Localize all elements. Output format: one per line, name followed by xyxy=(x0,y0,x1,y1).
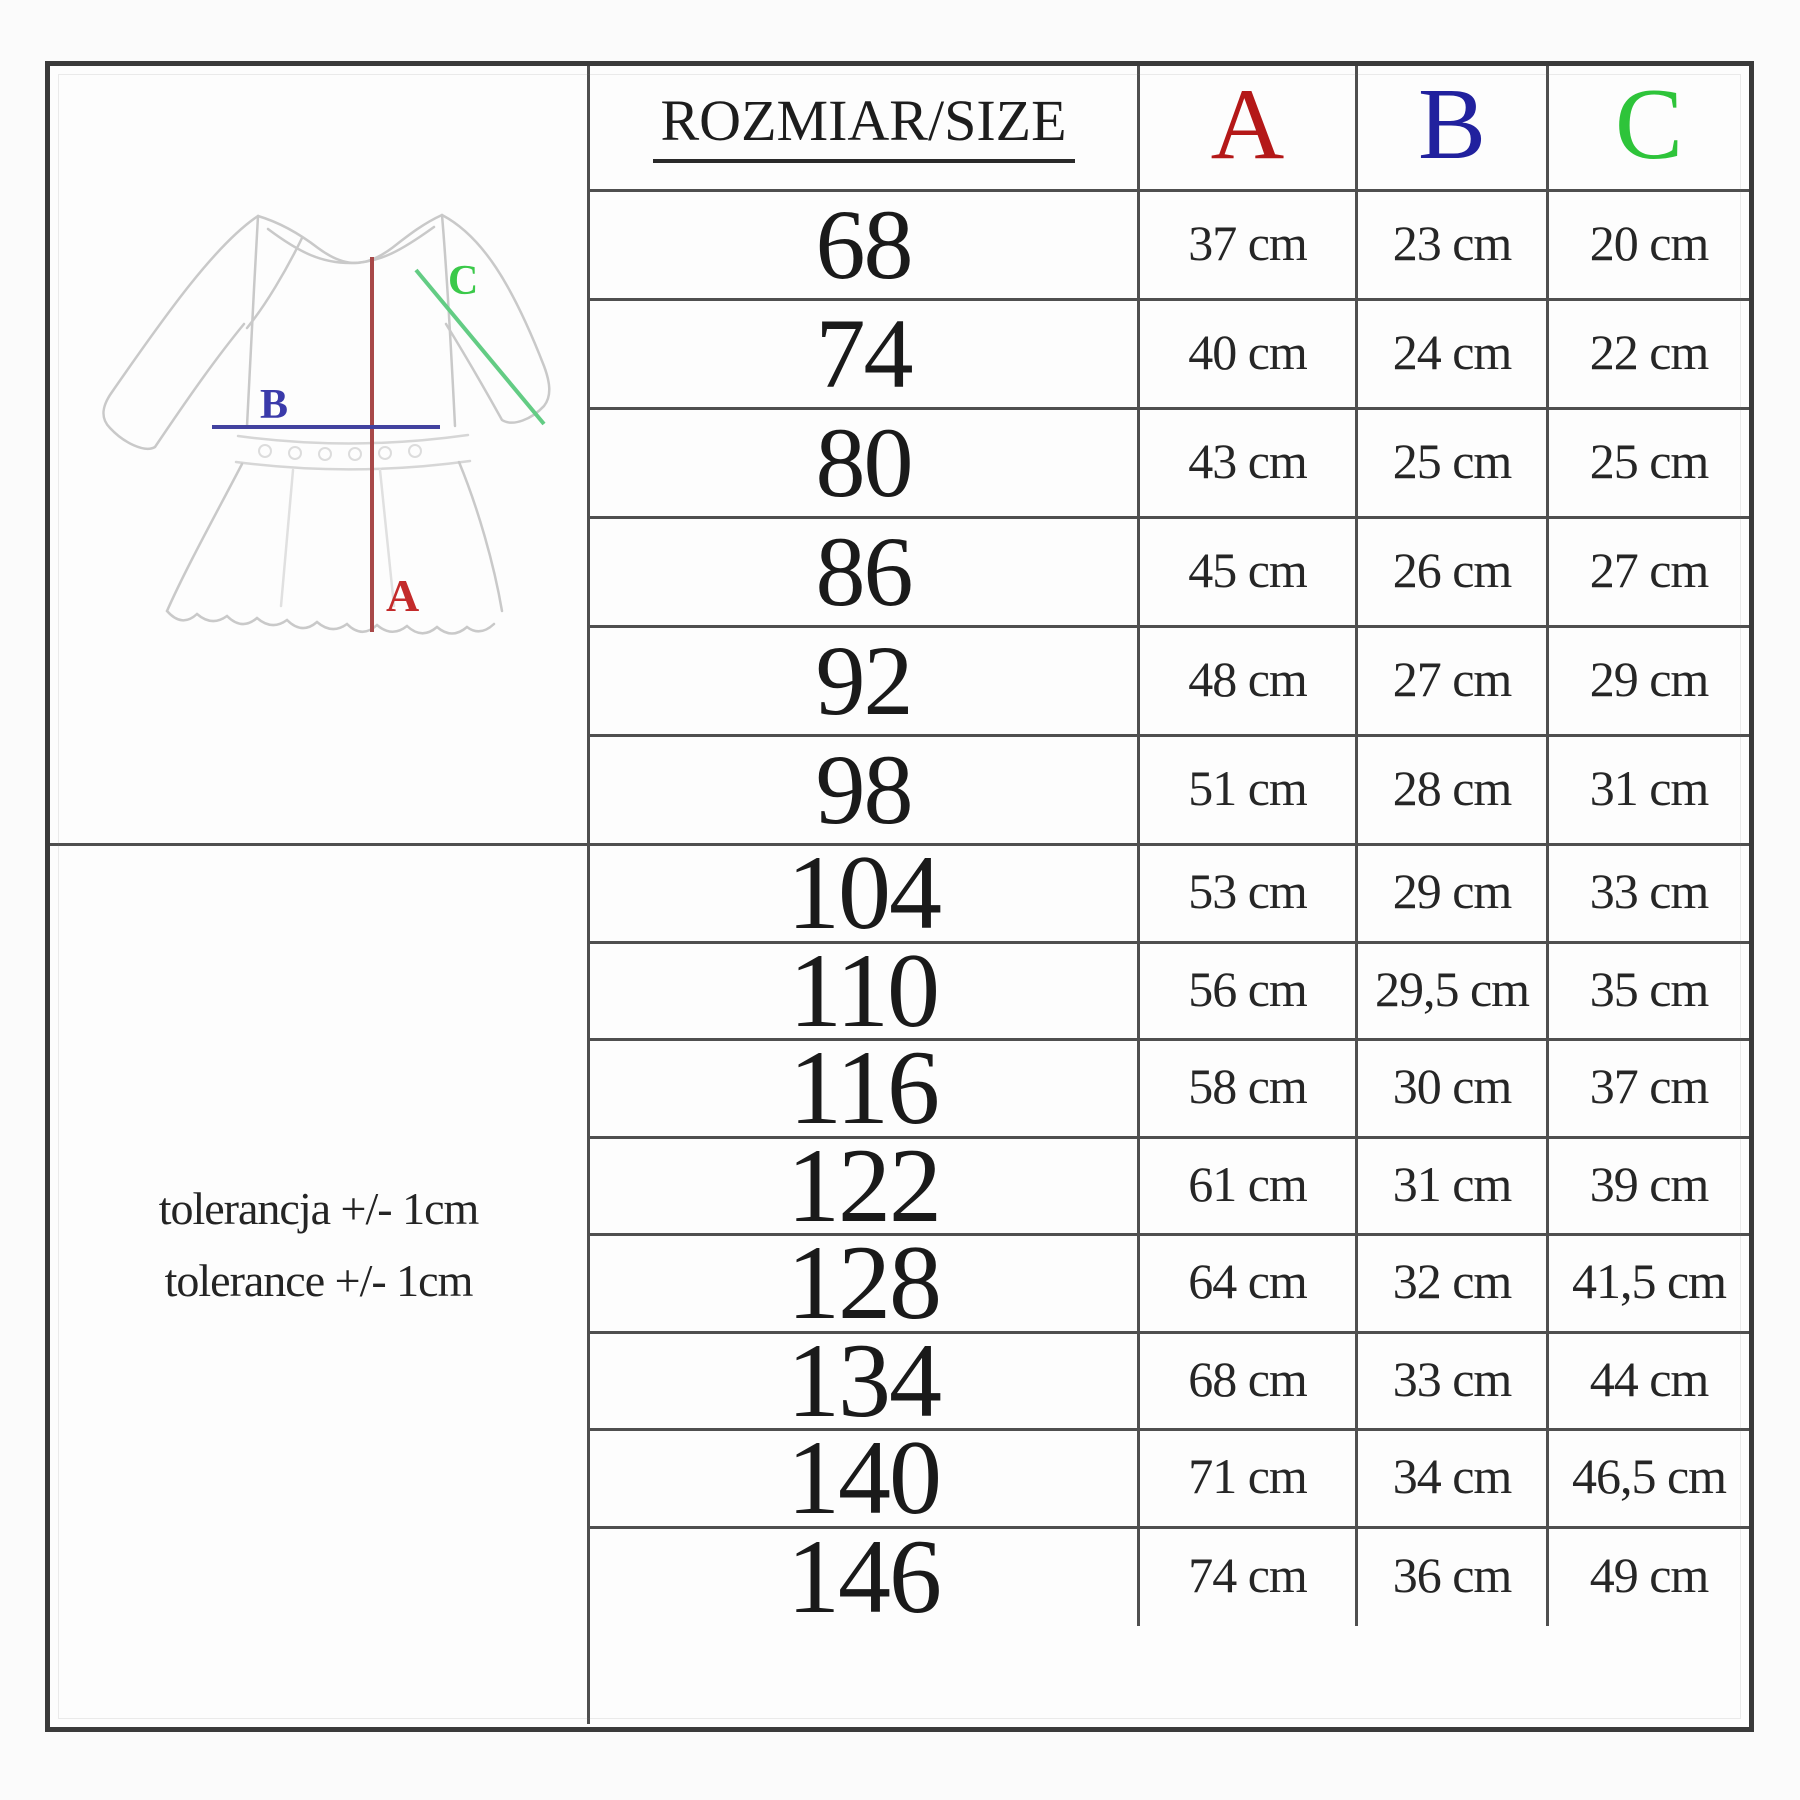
size-cell-128: 128 xyxy=(590,1236,1140,1334)
value-c-146: 49 cm xyxy=(1589,1547,1709,1604)
value-b-68: 23 cm xyxy=(1358,192,1549,301)
value-b-80: 25 cm xyxy=(1358,410,1549,519)
value-b-116: 30 cm xyxy=(1358,1041,1549,1139)
value-b-86: 26 cm xyxy=(1358,519,1549,628)
size-label-text: ROZMIAR/SIZE xyxy=(653,92,1075,163)
value-a-104: 53 cm xyxy=(1140,846,1358,944)
value-c-122: 39 cm xyxy=(1549,1139,1749,1237)
size-cell-86: 86 xyxy=(590,519,1140,628)
size-cell-134: 134 xyxy=(590,1334,1140,1432)
value-a-116: 58 cm xyxy=(1140,1041,1358,1139)
value-c-98: 31 cm xyxy=(1549,737,1749,846)
value-b-122: 31 cm xyxy=(1358,1139,1549,1237)
value-b-140: 34 cm xyxy=(1358,1431,1549,1529)
size-cell-98: 98 xyxy=(590,737,1140,846)
value-a-68: 37 cm xyxy=(1140,192,1358,301)
dress-outline xyxy=(103,215,549,634)
diagram-label-c: C xyxy=(448,258,479,304)
tolerance-note xyxy=(50,846,590,1724)
value-c-74: 22 cm xyxy=(1549,301,1749,410)
value-b-92: 27 cm xyxy=(1358,628,1549,737)
value-b-128: 32 cm xyxy=(1358,1236,1549,1334)
measurement-line-c xyxy=(416,270,544,424)
value-b-74: 24 cm xyxy=(1358,301,1549,410)
value-c-80: 25 cm xyxy=(1549,410,1749,519)
value-a-98: 51 cm xyxy=(1140,737,1358,846)
value-a-110: 56 cm xyxy=(1140,944,1358,1042)
value-a-134: 68 cm xyxy=(1140,1334,1358,1432)
value-a-92: 48 cm xyxy=(1140,628,1358,737)
value-a-74: 40 cm xyxy=(1140,301,1358,410)
value-a-140: 71 cm xyxy=(1140,1431,1358,1529)
size-cell-122: 122 xyxy=(590,1139,1140,1237)
value-a-80: 43 cm xyxy=(1140,410,1358,519)
value-a-146: 74 cm xyxy=(1140,1529,1358,1627)
value-c-104: 33 cm xyxy=(1549,846,1749,944)
value-b-134: 33 cm xyxy=(1358,1334,1549,1432)
header-column-b: B xyxy=(1358,66,1549,192)
value-c-86: 27 cm xyxy=(1549,519,1749,628)
value-c-92: 29 cm xyxy=(1549,628,1749,737)
size-cell-92: 92 xyxy=(590,628,1140,737)
value-c-110: 35 cm xyxy=(1549,944,1749,1042)
header-column-a: A xyxy=(1140,66,1358,192)
value-a-122: 61 cm xyxy=(1140,1139,1358,1237)
value-b-110: 29,5 cm xyxy=(1358,944,1549,1042)
value-a-86: 45 cm xyxy=(1140,519,1358,628)
value-c-140: 46,5 cm xyxy=(1549,1431,1749,1529)
size-cell-116: 116 xyxy=(590,1041,1140,1139)
size-cell-140: 140 xyxy=(590,1431,1140,1529)
size-cell-68: 68 xyxy=(590,192,1140,301)
value-c-116: 37 cm xyxy=(1549,1041,1749,1139)
value-c-128: 41,5 cm xyxy=(1549,1236,1749,1334)
tolerance-line-en: tolerance +/- 1cm xyxy=(164,1254,473,1306)
value-b-98: 28 cm xyxy=(1358,737,1549,846)
dress-measurement-diagram xyxy=(50,66,590,846)
size-cell-80: 80 xyxy=(590,410,1140,519)
header-size-label xyxy=(590,66,1140,192)
header-column-c: C xyxy=(1549,66,1749,192)
dress-sketch xyxy=(50,66,587,843)
value-c-68: 20 cm xyxy=(1549,192,1749,301)
value-b-146: 36 cm xyxy=(1358,1529,1549,1627)
value-a-128: 64 cm xyxy=(1140,1236,1358,1334)
size-chart-table xyxy=(45,61,1754,1732)
size-cell-110: 110 xyxy=(590,944,1140,1042)
diagram-label-b: B xyxy=(260,382,289,428)
size-cell-104: 104 xyxy=(590,846,1140,944)
tolerance-line-pl: tolerancja +/- 1cm xyxy=(158,1183,479,1235)
value-c-134: 44 cm xyxy=(1549,1334,1749,1432)
size-cell-74: 74 xyxy=(590,301,1140,410)
diagram-label-a: A xyxy=(386,570,420,621)
value-b-104: 29 cm xyxy=(1358,846,1549,944)
size-cell-146: 146 xyxy=(590,1529,1140,1627)
